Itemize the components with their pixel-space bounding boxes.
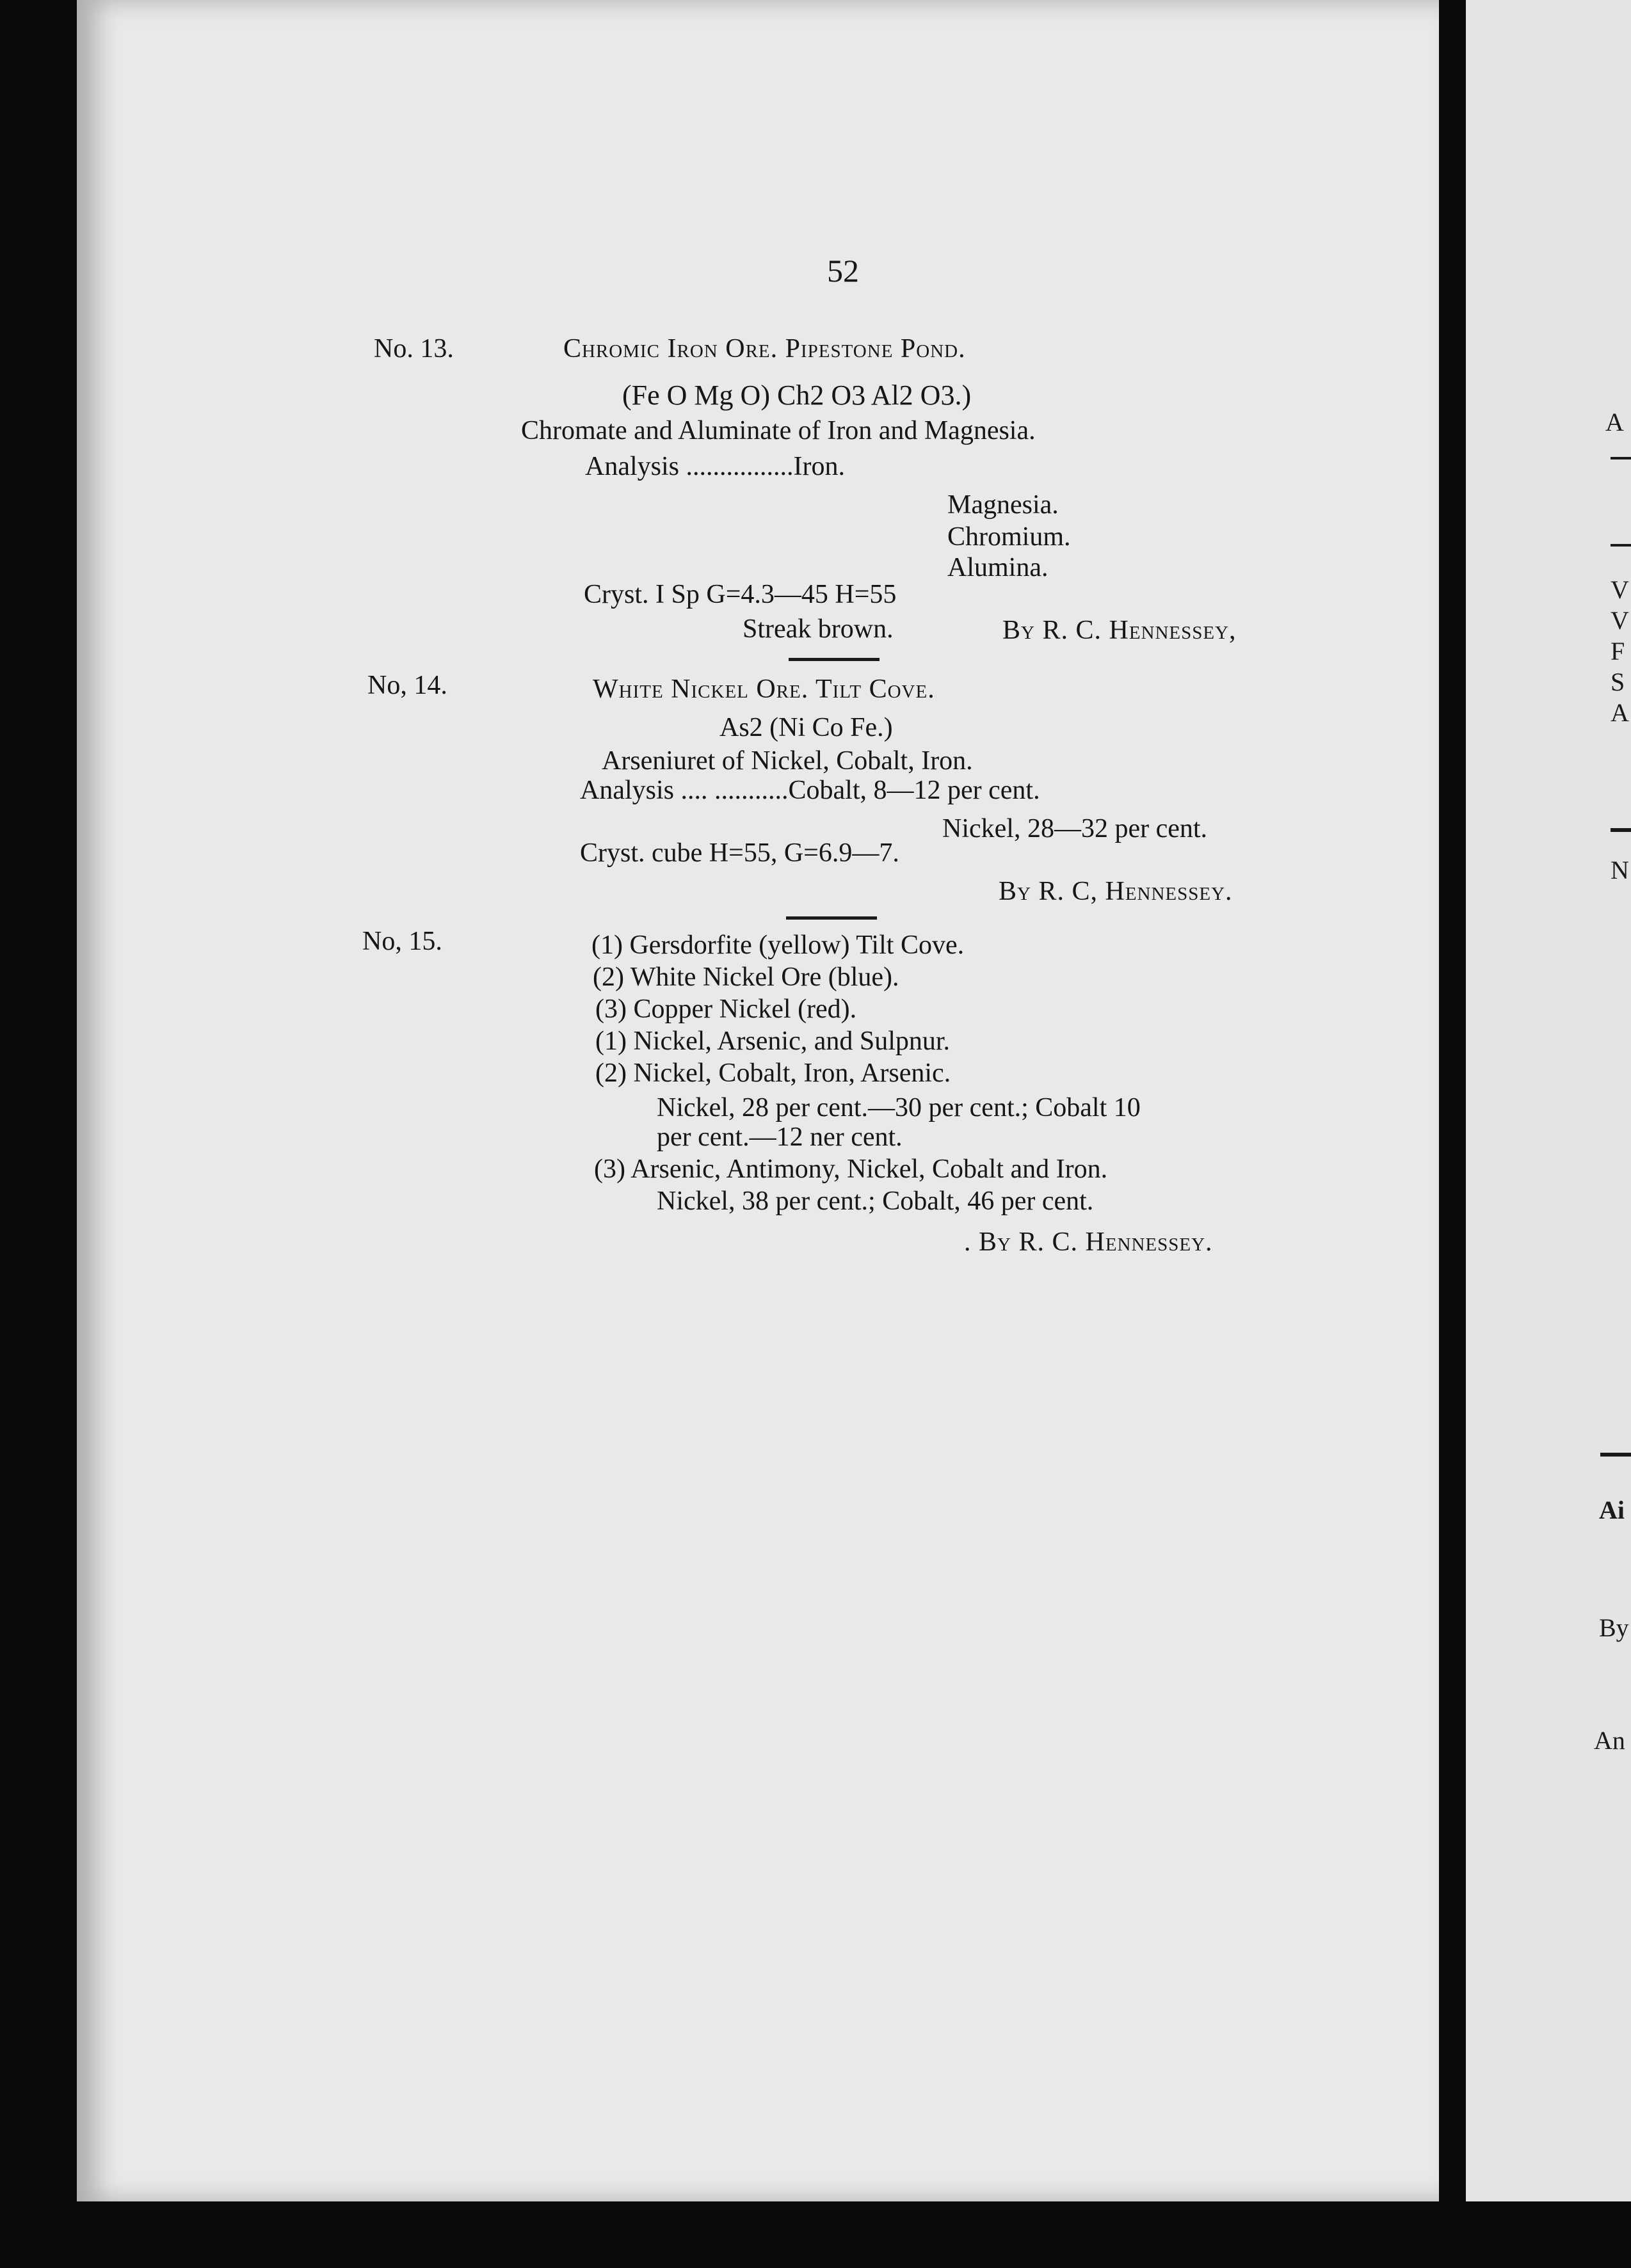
adjacent-page-rule [1611,544,1631,547]
entry-13-formula: (Fe O Mg O) Ch2 O3 Al2 O3.) [622,379,972,411]
adjacent-page-fragment: V [1611,606,1629,635]
page-number: 52 [827,253,859,289]
adjacent-page-fragment: An [1594,1726,1625,1755]
entry-13-byline: By R. C. Hennessey, [1002,616,1237,645]
adjacent-page-rule [1611,457,1631,459]
entry-14-analysis-line: Nickel, 28—32 per cent. [942,814,1208,843]
entry-13-streak: Streak brown. [743,614,894,644]
entry-13-number: No. 13. [374,334,454,363]
entry-13-analysis-value: Chromium. [947,522,1071,552]
entry-14-description: Arseniuret of Nickel, Cobalt, Iron. [602,746,973,776]
adjacent-page-fragment: A [1605,408,1624,436]
entry-15-line: (2) White Nickel Ore (blue). [593,962,899,992]
entry-13-description: Chromate and Aluminate of Iron and Magnesia. [521,416,1036,445]
adjacent-page-fragment: S [1611,667,1625,696]
entry-14-byline: By R. C, Hennessey. [999,877,1233,906]
entry-13-analysis-value: Magnesia. [947,490,1059,520]
entry-13-analysis: Analysis ................Iron. [585,452,845,481]
entry-13-cryst: Cryst. I Sp G=4.3—45 H=55 [584,580,897,609]
section-divider [786,916,877,920]
entry-15-line: (3) Arsenic, Antimony, Nickel, Cobalt and Iron. [594,1154,1108,1184]
adjacent-page-fragment: F [1611,637,1625,666]
entry-15-line: (1) Gersdorfite (yellow) Tilt Cove. [591,930,965,960]
entry-15-line: (3) Copper Nickel (red). [595,994,857,1024]
entry-15-line: Nickel, 28 per cent.—30 per cent.; Cobalt 10 [657,1093,1141,1122]
entry-15-line: Nickel, 38 per cent.; Cobalt, 46 per cent. [657,1186,1094,1216]
entry-15-line: (2) Nickel, Cobalt, Iron, Arsenic. [595,1058,951,1088]
entry-15-number: No, 15. [362,927,442,956]
entry-15-byline: . By R. C. Hennessey. [964,1227,1213,1257]
adjacent-page-fragment: Ai [1599,1496,1625,1524]
entry-13-analysis-value: Alumina. [947,553,1048,582]
entry-14-analysis: Analysis .... ...........Cobalt, 8—12 per cent. [580,776,1040,805]
section-divider [789,658,880,661]
adjacent-page-rule [1611,828,1631,832]
adjacent-page-fragment: A [1611,698,1629,727]
adjacent-page [1466,0,1631,2201]
entry-14-cryst: Cryst. cube H=55, G=6.9—7. [580,838,899,868]
page-gutter [1439,0,1466,2201]
entry-14-formula: As2 (Ni Co Fe.) [719,713,893,742]
entry-14-heading: White Nickel Ore. Tilt Cove. [593,675,935,704]
entry-14-number: No, 14. [367,671,447,700]
entry-15-line: (1) Nickel, Arsenic, and Sulpnur. [595,1026,951,1056]
scan-border [0,2201,1631,2268]
adjacent-page-fragment: V [1611,575,1629,604]
adjacent-page-rule [1600,1453,1631,1457]
entry-15-line: per cent.—12 ner cent. [657,1122,903,1152]
entry-13-heading: Chromic Iron Ore. Pipestone Pond. [563,334,966,363]
adjacent-page-fragment: N [1611,856,1629,884]
adjacent-page-fragment: By [1599,1613,1629,1642]
